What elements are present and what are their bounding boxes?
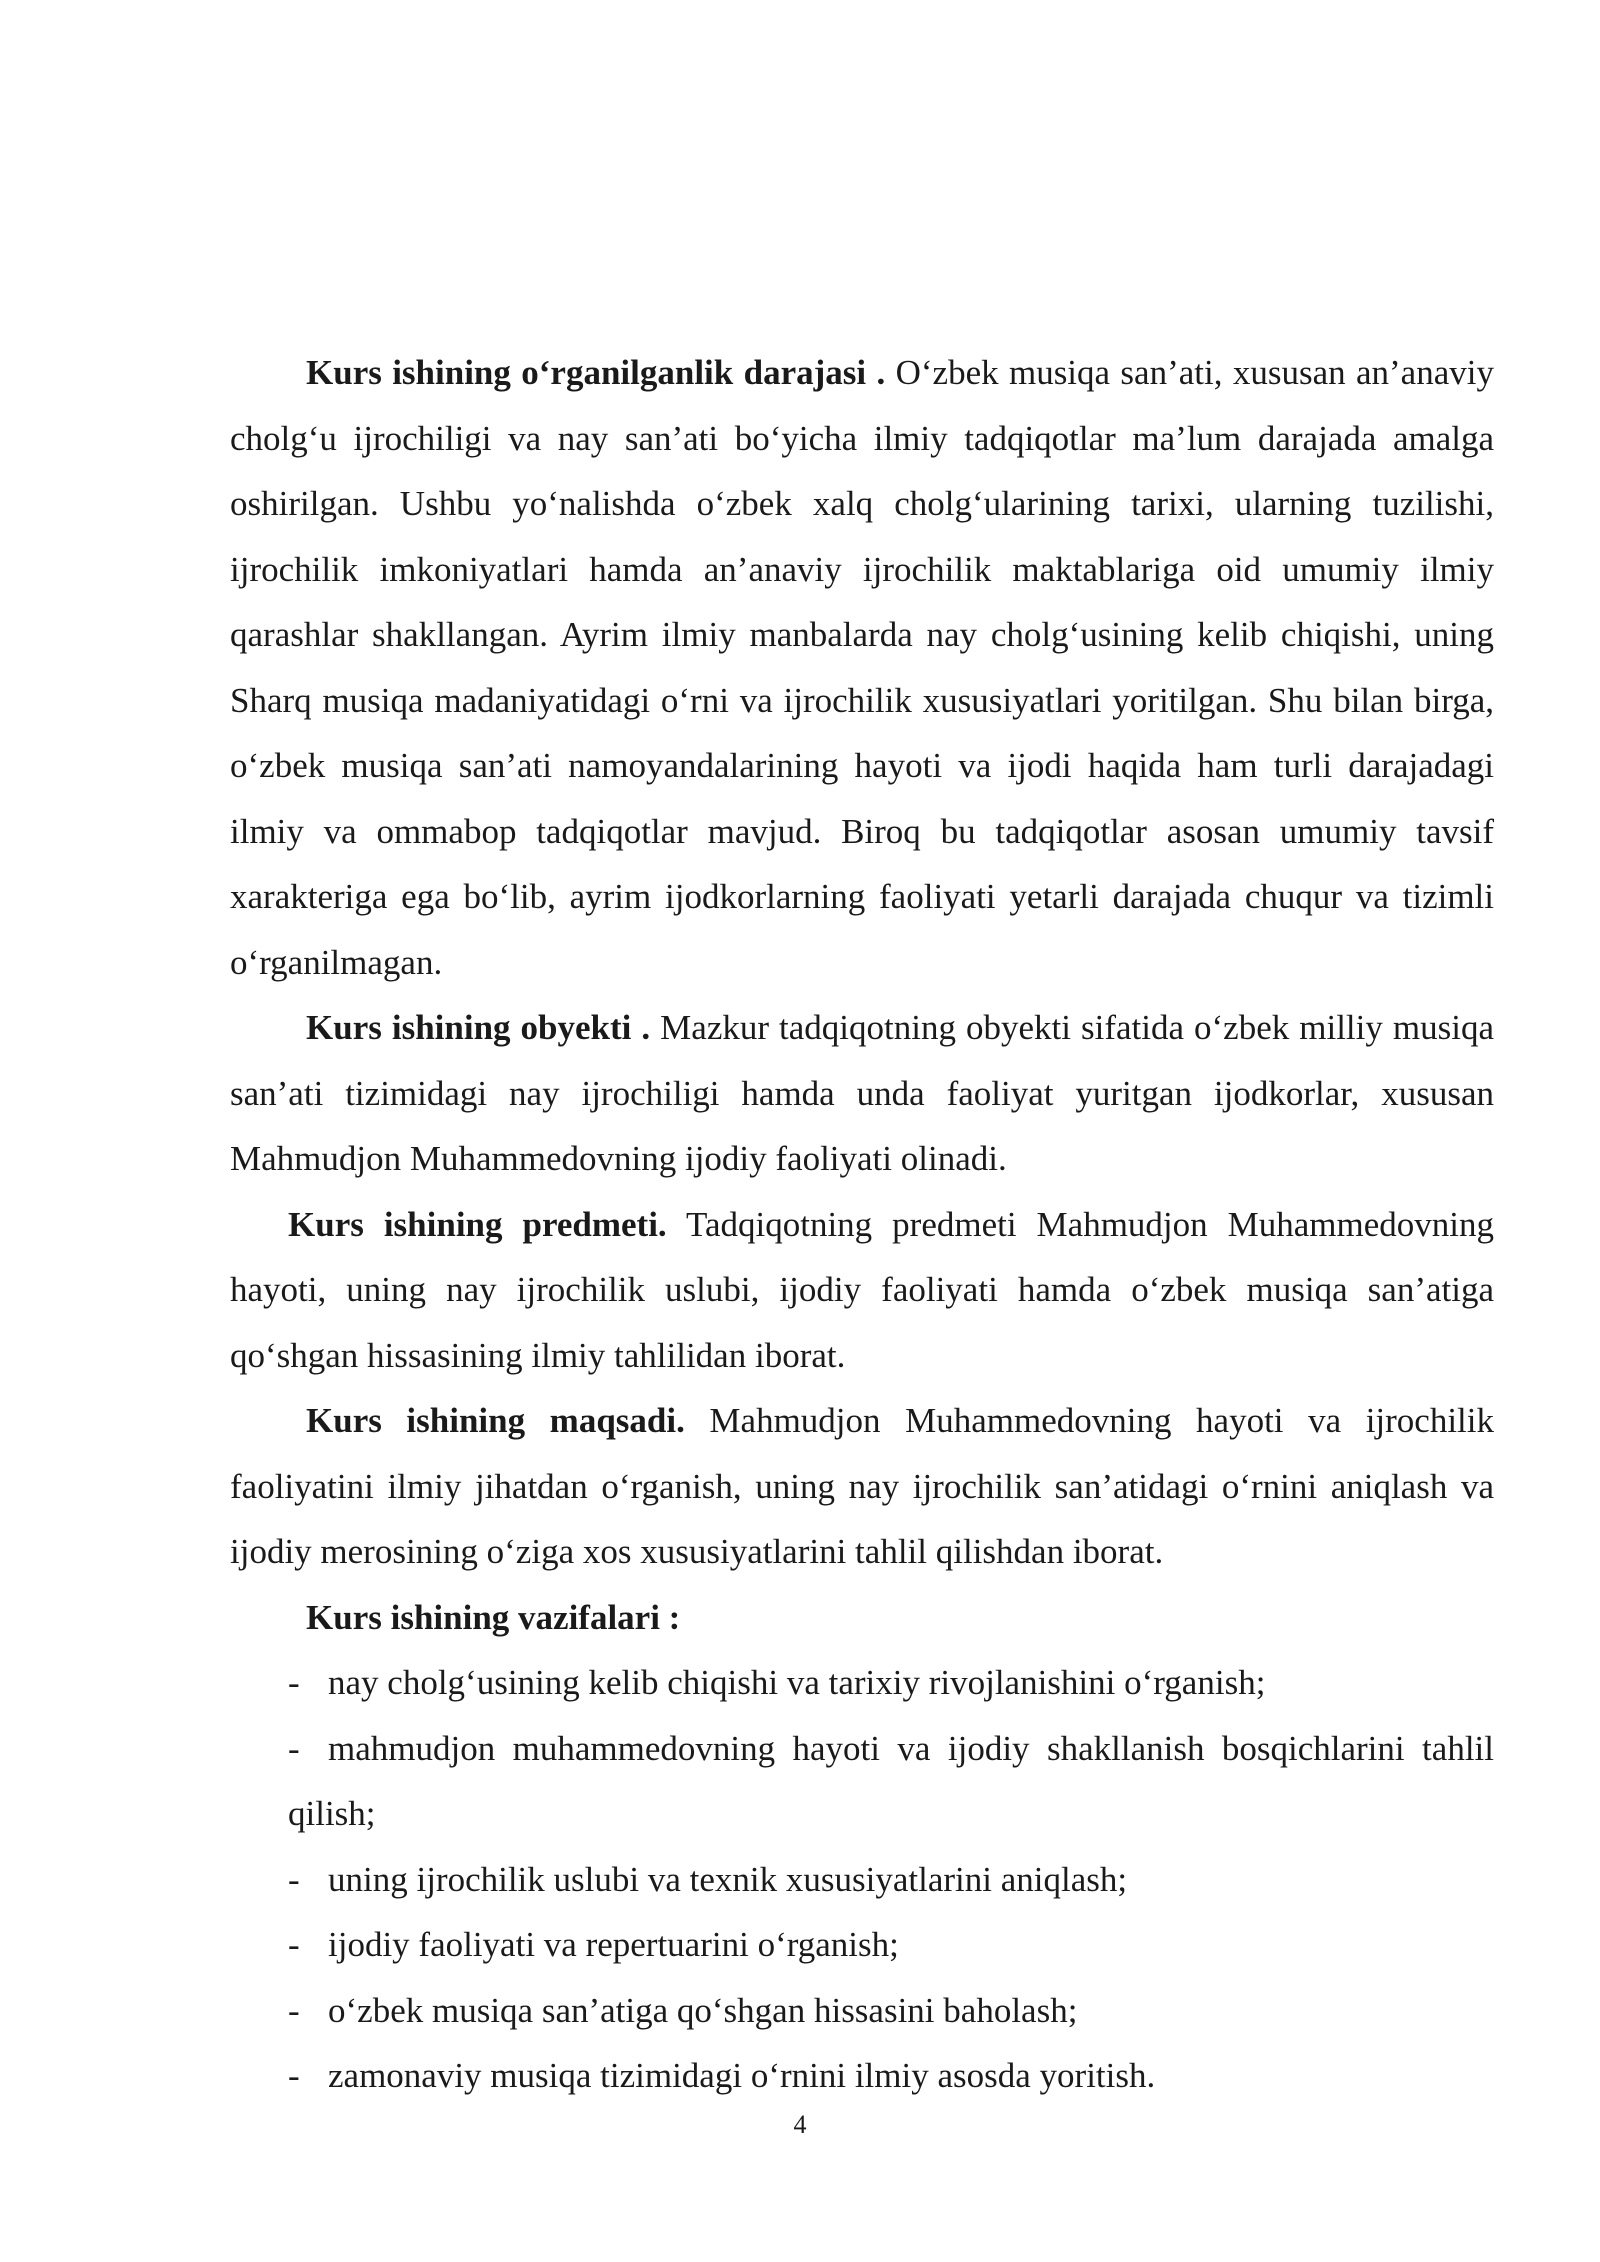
list-item — [288, 1978, 1494, 2044]
list-item — [288, 1716, 1494, 1847]
section-object — [230, 995, 1494, 1192]
section-heading: Kurs ishining o‘rganilganlik darajasi . — [306, 353, 886, 392]
list-dash: - — [288, 1728, 300, 1768]
section-body: Mazkur tadqiqotning obyekti sifatida o‘zbek milliy musiqa san’ati tizimidagi nay ijrochiligi hamda unda faoliyat yuritgan ijodkorlar, xususan Mahmudjon Muhammedovning ijodiy faoliyati olinadi. — [230, 1008, 1494, 1178]
list-dash: - — [288, 1663, 300, 1702]
list-item-text: o‘zbek musiqa san’atiga qo‘shgan hissasini baholash; — [328, 1990, 1078, 2030]
page-number: 4 — [793, 2110, 807, 2139]
section-heading: Kurs ishining predmeti. — [288, 1204, 667, 1244]
list-dash: - — [288, 2056, 300, 2095]
list-item-text: ijodiy faoliyati va repertuarini o‘rganish; — [328, 1925, 899, 1964]
list-dash: - — [288, 1990, 300, 2030]
section-goal — [230, 1388, 1494, 1585]
tasks-heading: Kurs ishining vazifalari : — [306, 1597, 681, 1637]
list-item — [288, 1847, 1494, 1913]
list-item-text: mahmudjon muhammedovning hayoti va ijodiy shakllanish bosqichlarini tahlil qilish; — [288, 1728, 1494, 1833]
tasks-list — [230, 1650, 1494, 2109]
list-item — [288, 2043, 1494, 2109]
section-heading: Kurs ishining maqsadi. — [306, 1401, 685, 1440]
list-item-text: zamonaviy musiqa tizimidagi o‘rnini ilmiy asosda yoritish. — [328, 2056, 1156, 2095]
list-dash: - — [288, 1859, 300, 1899]
list-item — [288, 1650, 1494, 1716]
list-dash: - — [288, 1925, 300, 1964]
section-body: Mahmudjon Muhammedovning hayoti va ijrochilik faoliyatini ilmiy jihatdan o‘rganish, uning nay ijrochilik san’atidagi o‘rnini aniqlash va ijodiy merosining o‘ziga xos xususiyatlarini tahlil qilishdan iborat. — [230, 1401, 1494, 1571]
section-heading: Kurs ishining obyekti . — [306, 1008, 651, 1047]
list-item-text: uning ijrochilik uslubi va texnik xususiyatlarini aniqlash; — [328, 1859, 1128, 1899]
list-item-text: nay cholg‘usining kelib chiqishi va tarixiy rivojlanishini o‘rganish; — [328, 1663, 1266, 1702]
document-page — [230, 340, 1494, 2109]
section-research-level — [230, 340, 1494, 995]
section-body: O‘zbek musiqa san’ati, xususan an’anaviy cholg‘u ijrochiligi va nay san’ati bo‘yicha ilmiy tadqiqotlar ma’lum darajada amalga oshirilgan. Ushbu yo‘nalishda o‘zbek xalq cholg‘ularining tarixi, ularning tuzilishi, ijrochilik imkoniyatlari hamda an’anaviy ijrochilik maktablariga oid umumiy ilmiy qarashlar shakllangan. Ayrim ilmiy manbalarda nay cholg‘usining kelib chiqishi, uning Sharq musiqa madaniyatidagi o‘rni va ijrochilik xususiyatlari yoritilgan. Shu bilan birga, o‘zbek musiqa san’ati namoyandalarining hayoti va ijodi haqida ham turli darajadagi ilmiy va ommabop tadqiqotlar mavjud. Biroq bu tadqiqotlar asosan umumiy tavsif xarakteriga ega bo‘lib, ayrim ijodkorlarning faoliyati yetarli darajada chuqur va tizimli o‘rganilmagan. — [230, 353, 1494, 982]
list-item — [288, 1912, 1494, 1978]
section-subject — [230, 1192, 1494, 1389]
section-body: Tadqiqotning predmeti Mahmudjon Muhammedovning hayoti, uning nay ijrochilik uslubi, ijodiy faoliyati hamda o‘zbek musiqa san’atiga qo‘shgan hissasining ilmiy tahlilidan iborat. — [230, 1204, 1494, 1375]
